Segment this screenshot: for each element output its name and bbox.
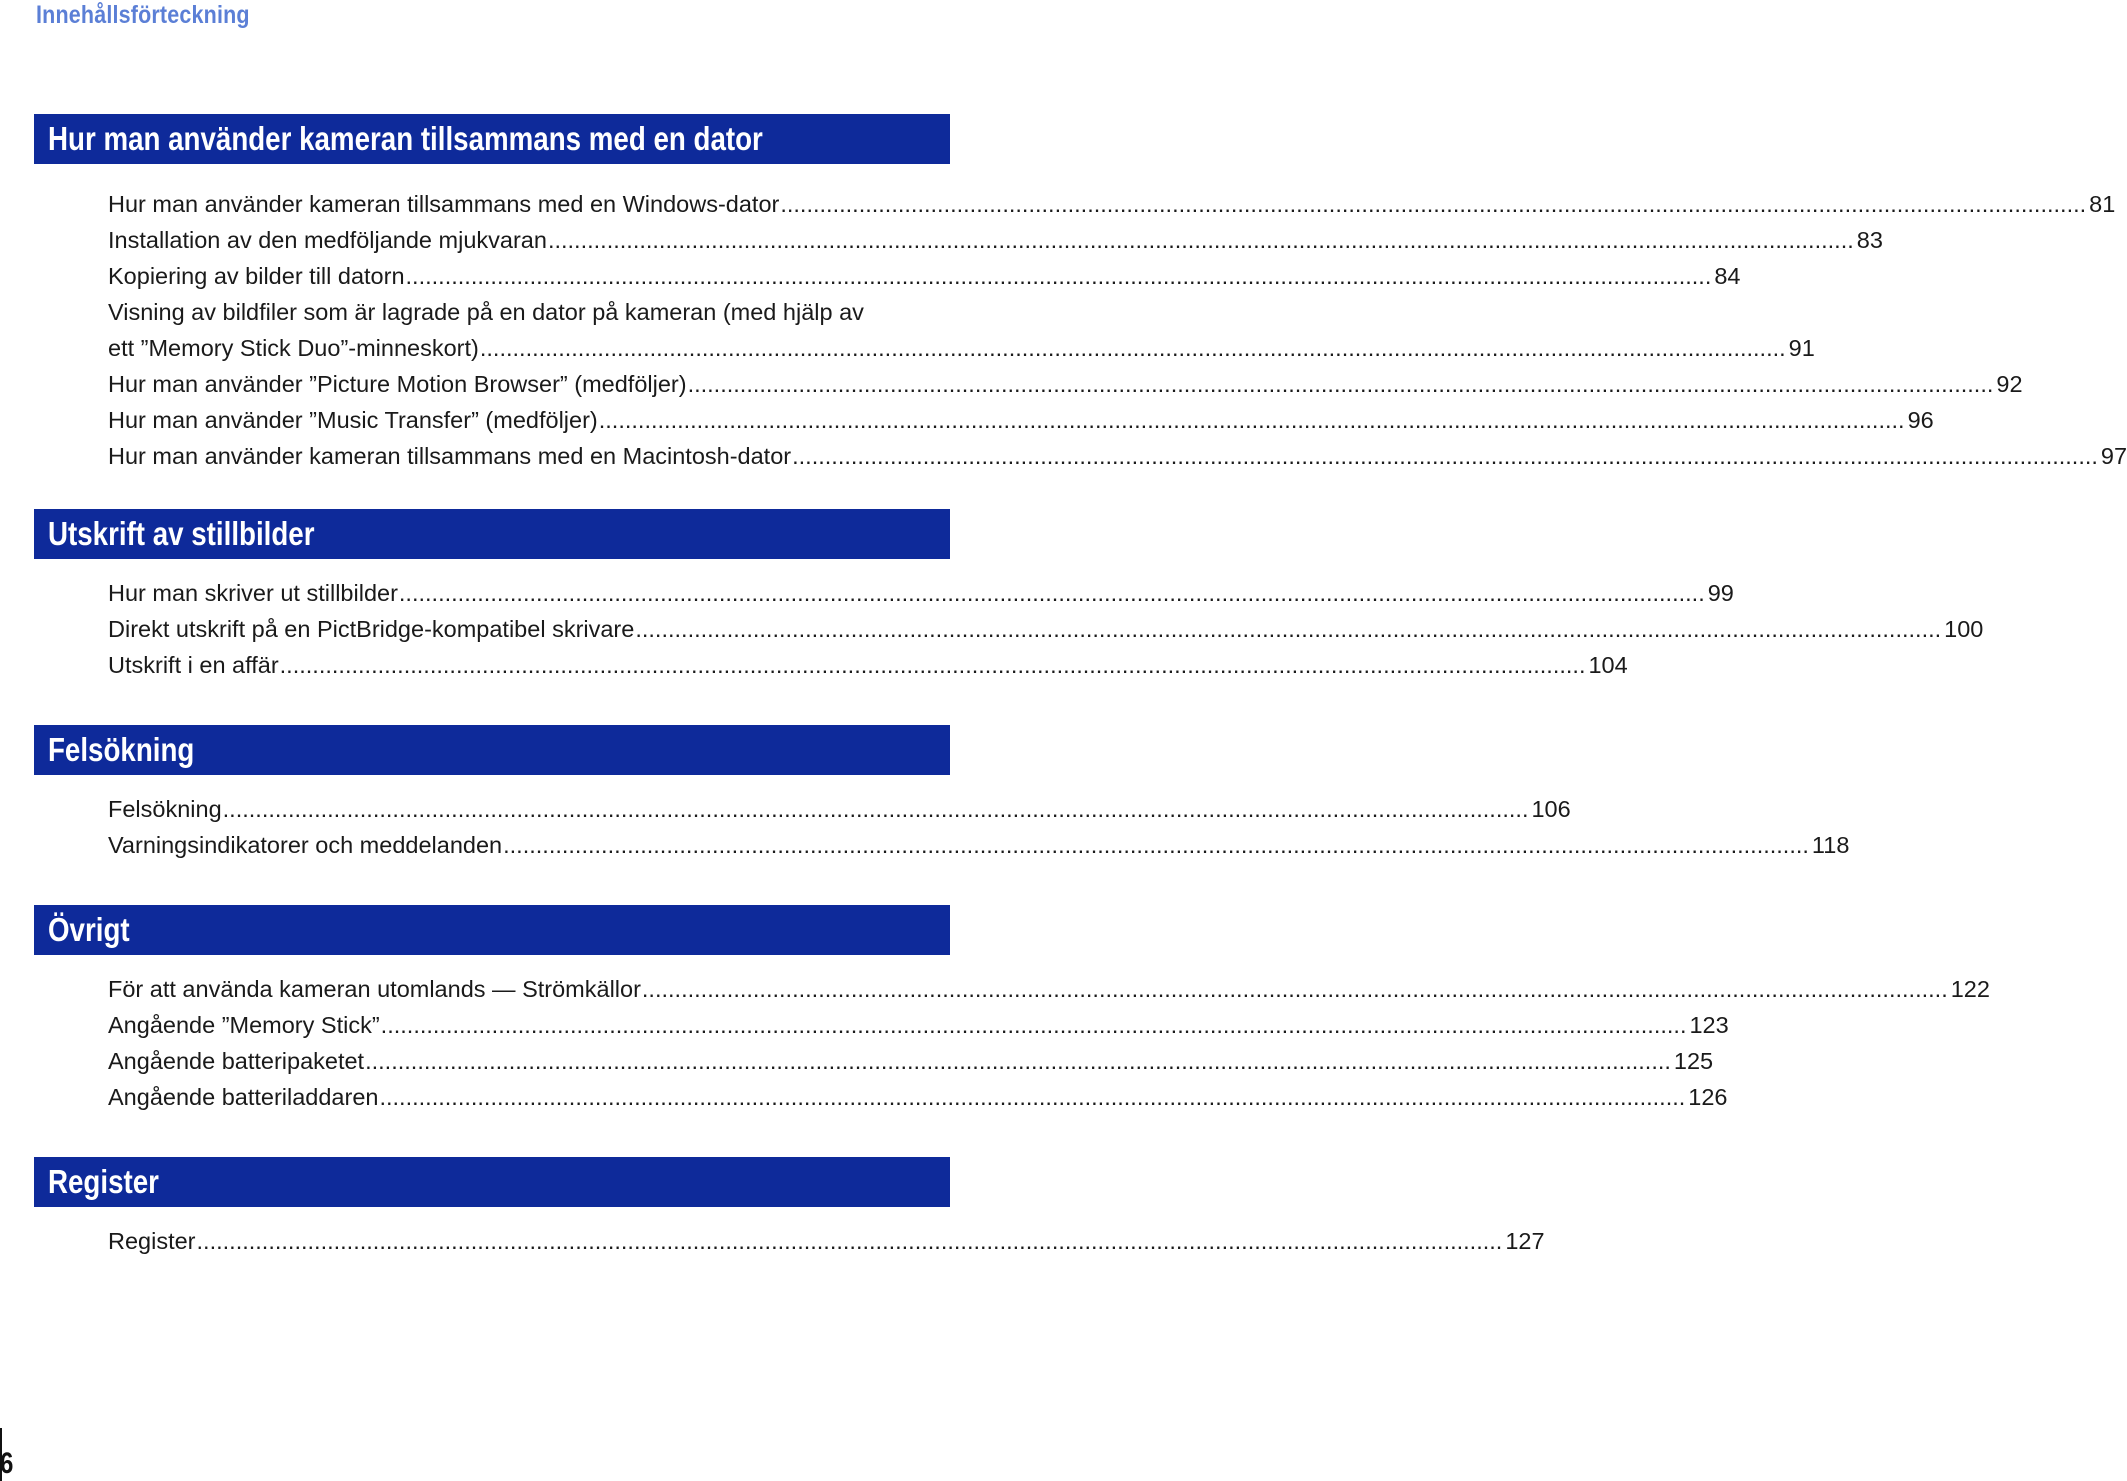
toc-entry-title: Hur man skriver ut stillbilder bbox=[108, 580, 398, 606]
dot-leader: ........................................................................................................................................................................................................ bbox=[279, 652, 1586, 678]
toc-entry-title: Varningsindikatorer och meddelanden bbox=[108, 832, 503, 858]
dot-leader: ........................................................................................................................................................................................................ bbox=[780, 191, 2087, 217]
dot-leader: ........................................................................................................................................................................................................ bbox=[547, 227, 1854, 253]
dot-leader: ........................................................................................................................................................................................................ bbox=[196, 1228, 1503, 1254]
toc-list-other bbox=[108, 971, 1990, 1115]
section-bar-computer bbox=[34, 114, 950, 164]
section-title: Felsökning bbox=[48, 731, 195, 768]
toc-entry[interactable] bbox=[108, 1043, 1714, 1079]
dot-leader: ........................................................................................................................................................................................................ bbox=[503, 832, 1809, 858]
toc-entry[interactable] bbox=[108, 791, 1571, 827]
toc-entry-title: Angående batteriladdaren bbox=[108, 1084, 379, 1110]
toc-entry[interactable] bbox=[108, 258, 1741, 294]
toc-entry-title: Angående ”Memory Stick” bbox=[108, 1012, 380, 1038]
dot-leader: ........................................................................................................................................................................................................ bbox=[635, 616, 1942, 642]
toc-entry[interactable] bbox=[108, 402, 1934, 438]
toc-entry-title: Angående batteripaketet bbox=[108, 1048, 365, 1074]
toc-entry-page: 100 bbox=[1944, 616, 1984, 642]
toc-entry-title: Hur man använder kameran tillsammans med en Macintosh-dator bbox=[108, 443, 792, 469]
toc-entry-title-line1: Visning av bildfiler som är lagrade på en dator på kameran (med hjälp av bbox=[108, 299, 864, 325]
section-bar-index bbox=[34, 1157, 950, 1207]
toc-entry-page: 122 bbox=[1950, 976, 1990, 1002]
toc-entry[interactable] bbox=[108, 294, 1815, 366]
toc-entry[interactable] bbox=[108, 575, 1734, 611]
toc-entry-page: 118 bbox=[1811, 832, 1850, 858]
dot-leader: ........................................................................................................................................................................................................ bbox=[687, 371, 1994, 397]
dot-leader: ........................................................................................................................................................................................................ bbox=[379, 1084, 1686, 1110]
toc-entry[interactable] bbox=[108, 366, 2023, 402]
toc-entry-page: 99 bbox=[1707, 580, 1734, 606]
toc-entry-page: 127 bbox=[1505, 1228, 1545, 1254]
toc-entry-title: Hur man använder kameran tillsammans med en Windows-dator bbox=[108, 191, 780, 217]
dot-leader: ........................................................................................................................................................................................................ bbox=[398, 580, 1705, 606]
section-title: Utskrift av stillbilder bbox=[48, 515, 315, 552]
dot-leader: ........................................................................................................................................................................................................ bbox=[405, 263, 1712, 289]
toc-entry-title: Direkt utskrift på en PictBridge-kompatibel skrivare bbox=[108, 616, 635, 642]
dot-leader: ........................................................................................................................................................................................................ bbox=[365, 1048, 1671, 1074]
dot-leader: ........................................................................................................................................................................................................ bbox=[792, 443, 2098, 469]
toc-entry[interactable] bbox=[108, 222, 1883, 258]
toc-list-computer bbox=[108, 186, 2127, 474]
toc-entry-title: Register bbox=[108, 1228, 196, 1254]
toc-entry-page: 83 bbox=[1856, 227, 1883, 253]
toc-entry-page: 106 bbox=[1531, 796, 1571, 822]
section-title: Övrigt bbox=[48, 911, 130, 948]
toc-entry-title: Installation av den medföljande mjukvaran bbox=[108, 227, 547, 253]
toc-entry-page: 97 bbox=[2100, 443, 2127, 469]
toc-entry-title: ett ”Memory Stick Duo”-minneskort) bbox=[108, 335, 479, 361]
toc-entry-page: 125 bbox=[1673, 1048, 1714, 1074]
section-bar-printing bbox=[34, 509, 950, 559]
toc-entry-title: Hur man använder ”Music Transfer” (medföljer) bbox=[108, 407, 598, 433]
page-number: 6 bbox=[0, 1447, 14, 1480]
section-bar-other bbox=[34, 905, 950, 955]
toc-entry-page: 104 bbox=[1588, 652, 1628, 678]
toc-entry-page: 126 bbox=[1688, 1084, 1728, 1110]
toc-entry-title: För att använda kameran utomlands — Strömkällor bbox=[108, 976, 641, 1002]
toc-entry[interactable] bbox=[108, 827, 1850, 863]
toc-entry[interactable] bbox=[108, 438, 2127, 474]
toc-entry-page: 92 bbox=[1996, 371, 2023, 397]
toc-entry[interactable] bbox=[108, 647, 1628, 683]
toc-entry-page: 123 bbox=[1689, 1012, 1729, 1038]
toc-entry-title: Hur man använder ”Picture Motion Browser” (medföljer) bbox=[108, 371, 687, 397]
section-bar-troubleshooting bbox=[34, 725, 950, 775]
toc-entry[interactable] bbox=[108, 971, 1990, 1007]
dot-leader: ........................................................................................................................................................................................................ bbox=[380, 1012, 1687, 1038]
toc-list-troubleshooting bbox=[108, 791, 1850, 863]
dot-leader: ........................................................................................................................................................................................................ bbox=[479, 335, 1786, 361]
dot-leader: ........................................................................................................................................................................................................ bbox=[222, 796, 1529, 822]
toc-entry-page: 91 bbox=[1788, 335, 1815, 361]
toc-entry[interactable] bbox=[108, 1223, 1545, 1259]
toc-entry-title: Utskrift i en affär bbox=[108, 652, 279, 678]
toc-entry-page: 84 bbox=[1714, 263, 1741, 289]
toc-entry[interactable] bbox=[108, 1079, 1728, 1115]
section-title: Hur man använder kameran tillsammans med en dator bbox=[48, 120, 763, 157]
toc-entry[interactable] bbox=[108, 611, 1984, 647]
page-title: Innehållsförteckning bbox=[36, 1, 250, 29]
toc-entry-page: 81 bbox=[2089, 191, 2116, 217]
dot-leader: ........................................................................................................................................................................................................ bbox=[598, 407, 1905, 433]
toc-entry[interactable] bbox=[108, 186, 2116, 222]
toc-entry[interactable] bbox=[108, 1007, 1729, 1043]
toc-entry-page: 96 bbox=[1907, 407, 1934, 433]
toc-entry-title: Kopiering av bilder till datorn bbox=[108, 263, 405, 289]
toc-list-printing bbox=[108, 575, 1984, 683]
toc-entry-title: Felsökning bbox=[108, 796, 222, 822]
dot-leader: ........................................................................................................................................................................................................ bbox=[641, 976, 1948, 1002]
section-title: Register bbox=[48, 1163, 159, 1200]
toc-list-index bbox=[108, 1223, 1545, 1259]
